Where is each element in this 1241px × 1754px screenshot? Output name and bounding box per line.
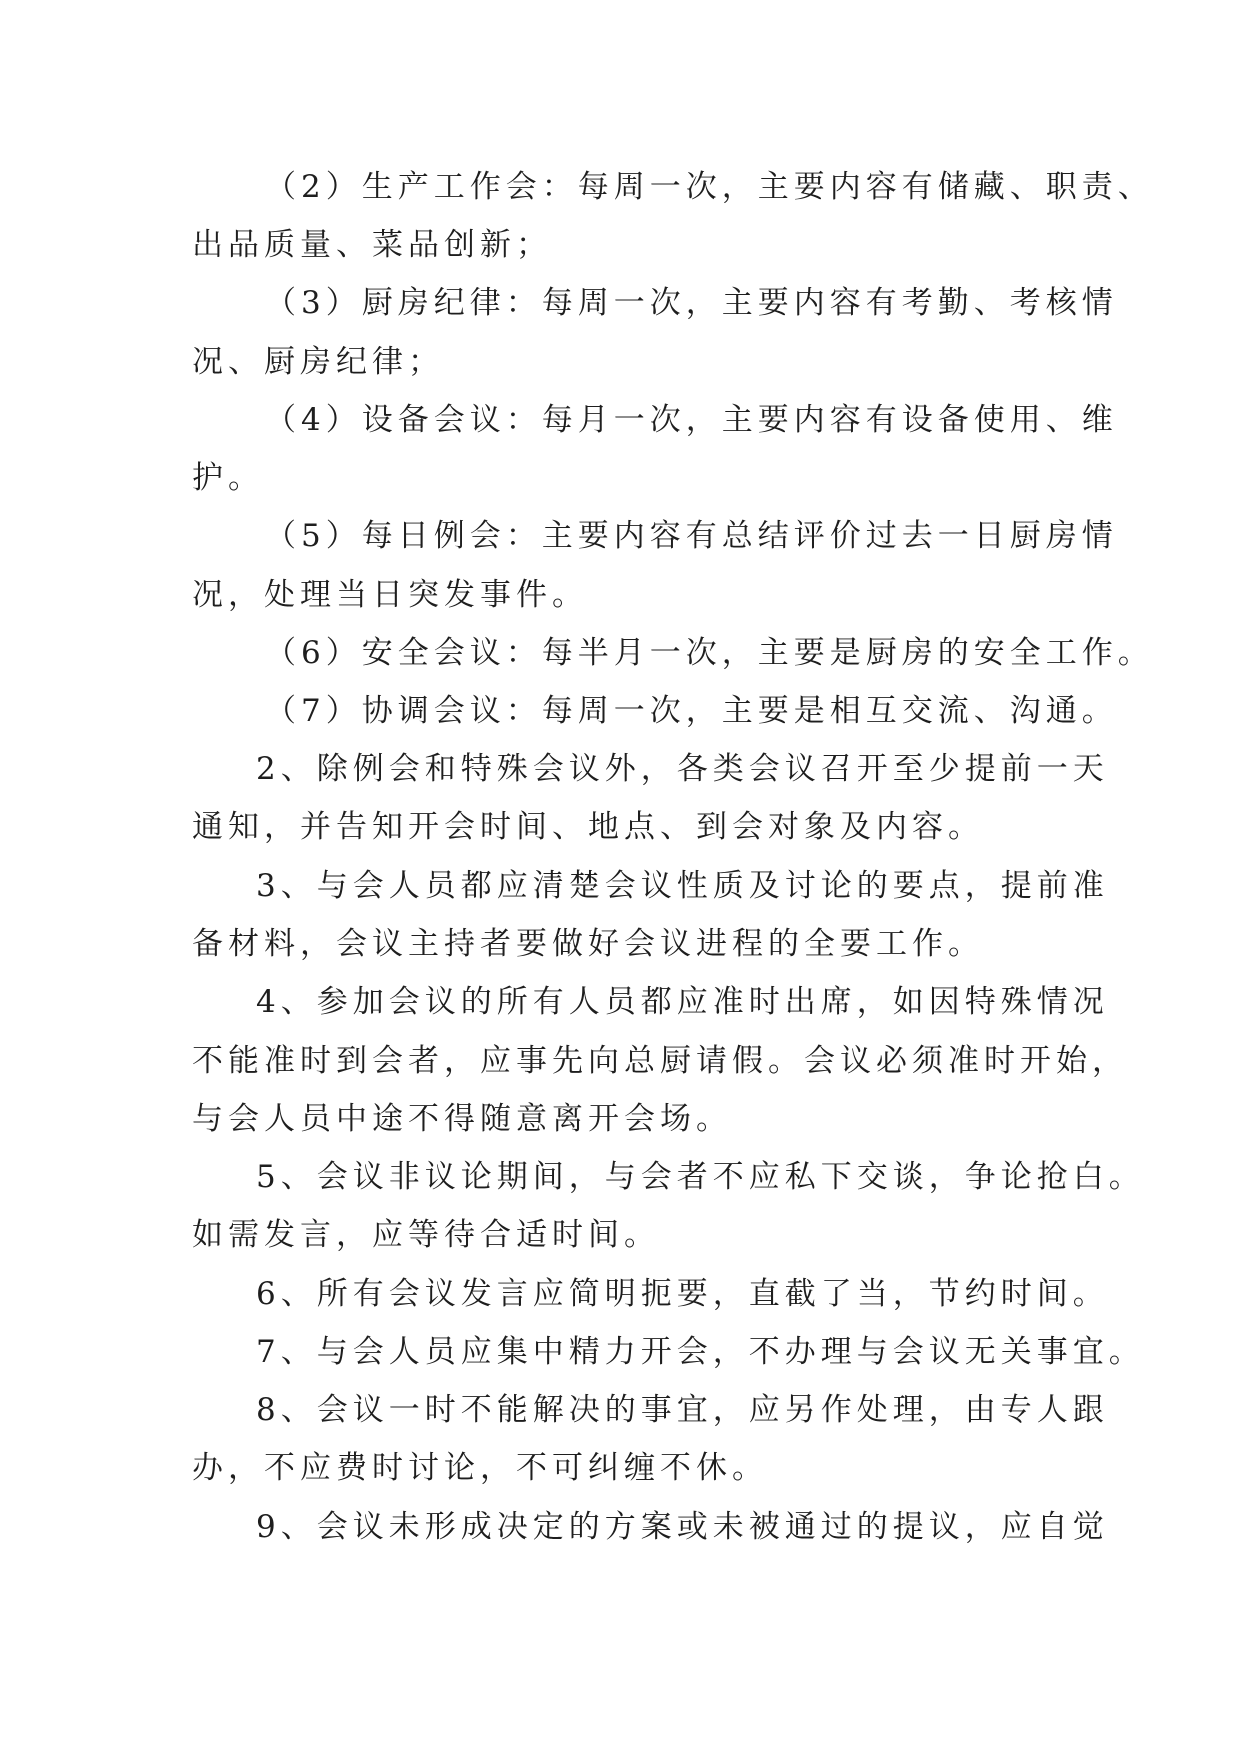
text-line: 6、所有会议发言应简明扼要，直截了当，节约时间。 (256, 1276, 1109, 1312)
text-line: 5、会议非议论期间，与会者不应私下交谈，争论抢白。 (256, 1159, 1145, 1195)
text-line: 出品质量、菜品创新； (192, 227, 552, 263)
text-line: 如需发言，应等待合适时间。 (192, 1217, 660, 1253)
text-line: 护。 (192, 460, 264, 496)
text-line: 2、除例会和特殊会议外，各类会议召开至少提前一天 (256, 751, 1109, 787)
text-line: （7）协调会议：每周一次，主要是相互交流、沟通。 (265, 693, 1118, 729)
text-line: 9、会议未形成决定的方案或未被通过的提议，应自觉 (256, 1509, 1109, 1545)
text-line: （2）生产工作会：每周一次，主要内容有储藏、职责、 (265, 169, 1154, 205)
text-line: 备材料，会议主持者要做好会议进程的全要工作。 (192, 926, 984, 962)
text-line: 7、与会人员应集中精力开会，不办理与会议无关事宜。 (256, 1334, 1145, 1370)
text-line: 3、与会人员都应清楚会议性质及讨论的要点，提前准 (256, 868, 1109, 904)
text-line: 通知，并告知开会时间、地点、到会对象及内容。 (192, 809, 984, 845)
text-line: （3）厨房纪律：每周一次，主要内容有考勤、考核情 (265, 285, 1118, 321)
text-line: （5）每日例会：主要内容有总结评价过去一日厨房情 (265, 518, 1118, 554)
text-line: 不能准时到会者，应事先向总厨请假。会议必须准时开始， (192, 1043, 1128, 1079)
text-line: 况、厨房纪律； (192, 344, 444, 380)
text-line: 办，不应费时讨论，不可纠缠不休。 (192, 1450, 768, 1486)
text-line: 8、会议一时不能解决的事宜，应另作处理，由专人跟 (256, 1392, 1109, 1428)
text-line: 4、参加会议的所有人员都应准时出席，如因特殊情况 (256, 984, 1109, 1020)
text-line: （4）设备会议：每月一次，主要内容有设备使用、维 (265, 402, 1118, 438)
text-line: 况，处理当日突发事件。 (192, 577, 588, 613)
text-line: 与会人员中途不得随意离开会场。 (192, 1101, 732, 1137)
text-line: （6）安全会议：每半月一次，主要是厨房的安全工作。 (265, 635, 1154, 671)
